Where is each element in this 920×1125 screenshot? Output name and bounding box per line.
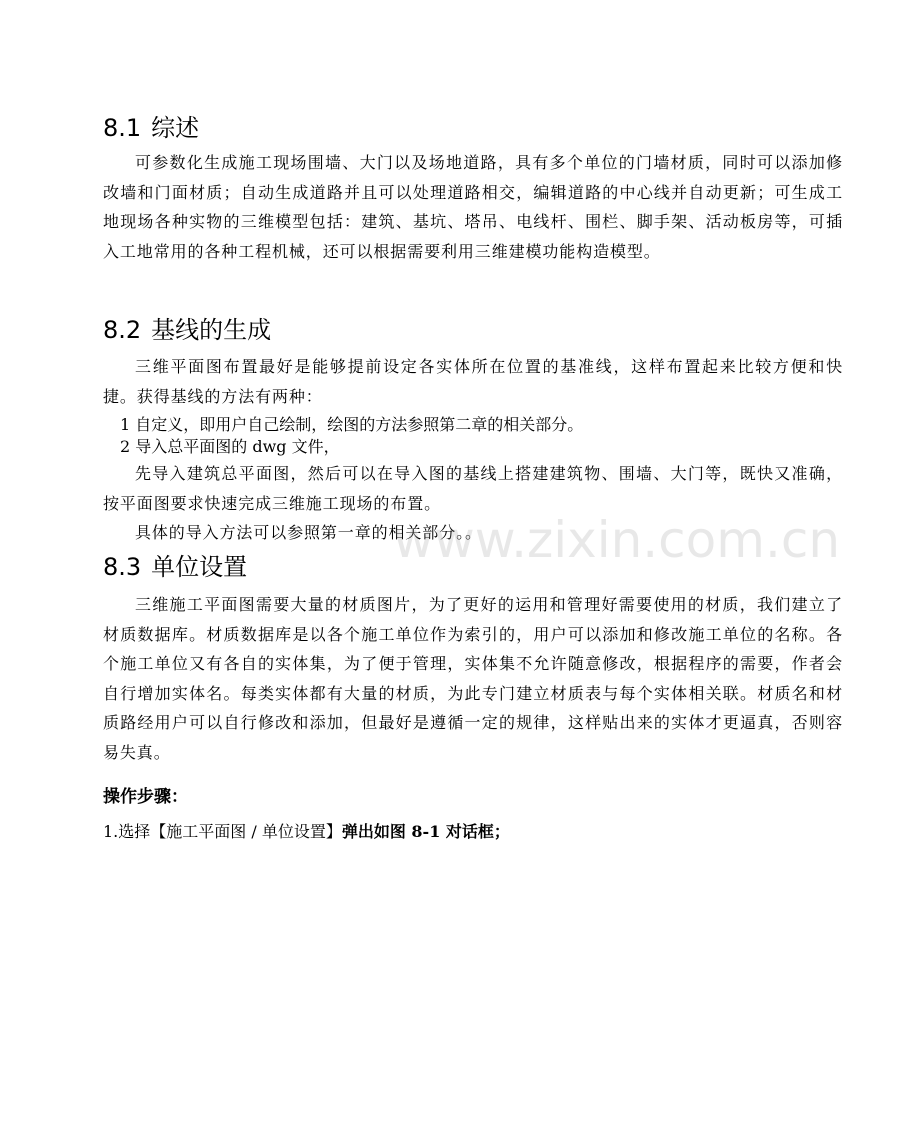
step-1 <box>103 818 510 846</box>
list-item: 1 自定义，即用户自己绘制，绘图的方法参照第二章的相关部分。 <box>120 415 584 434</box>
step-1-text: 1.选择【施工平面图 / 单位设置】 <box>103 822 342 841</box>
section-8-1-heading <box>103 113 843 143</box>
section-number: 8.2 <box>103 316 142 344</box>
list-item: 2 导入总平面图的 dwg 文件， <box>120 437 340 456</box>
section-8-2-paragraph: 先导入建筑总平面图，然后可以在导入图的基线上搭建建筑物、围墙、大门等，既快又准确，按平面图要求快速完成三维施工现场的布置。 <box>103 464 843 513</box>
section-8-2-intro: 三维平面图布置最好是能够提前设定各实体所在位置的基准线，这样布置起来比较方便和快捷。获得基线的方法有两种： <box>103 357 843 406</box>
section-number: 8.3 <box>103 553 142 581</box>
section-title: 单位设置 <box>151 553 248 581</box>
steps-heading: 操作步骤： <box>103 787 188 807</box>
section-8-3-paragraph: 三维施工平面图需要大量的材质图片，为了更好的运用和管理好需要使用的材质，我们建立了材质数据库。材质数据库是以各个施工单位作为索引的，用户可以添加和修改施工单位的名称。各个施工单位又有各自的实体集，为了便于管理，实体集不允许随意修改，根据程序的需要，作者会自行增加实体名。每类实体都有大量的材质，为此专门建立材质表与每个实体相关联。材质名和材质路经用户可以自行修改和添加，但最好是遵循一定的规律，这样贴出来的实体才更逼真，否则容易失真。 <box>103 595 843 762</box>
section-8-2-heading <box>103 315 843 345</box>
section-title: 基线的生成 <box>151 316 272 344</box>
section-8-3-heading <box>103 552 843 582</box>
section-8-2-paragraph: 具体的导入方法可以参照第一章的相关部分。。 <box>135 523 482 542</box>
step-1-bold-text: 弹出如图 8-1 对话框； <box>341 822 510 841</box>
section-title: 综述 <box>151 114 200 142</box>
section-number: 8.1 <box>103 114 142 142</box>
section-8-1-paragraph: 可参数化生成施工现场围墙、大门以及场地道路，具有多个单位的门墙材质，同时可以添加修改墙和门面材质；自动生成道路并且可以处理道路相交，编辑道路的中心线并自动更新；可生成工地现场各种实物的三维模型包括：建筑、基坑、塔吊、电线杆、围栏、脚手架、活动板房等，可插入工地常用的各种工程机械，还可以根据需要利用三维建模功能构造模型。 <box>103 153 843 261</box>
watermark: www.zixin.com.cn <box>393 511 841 569</box>
